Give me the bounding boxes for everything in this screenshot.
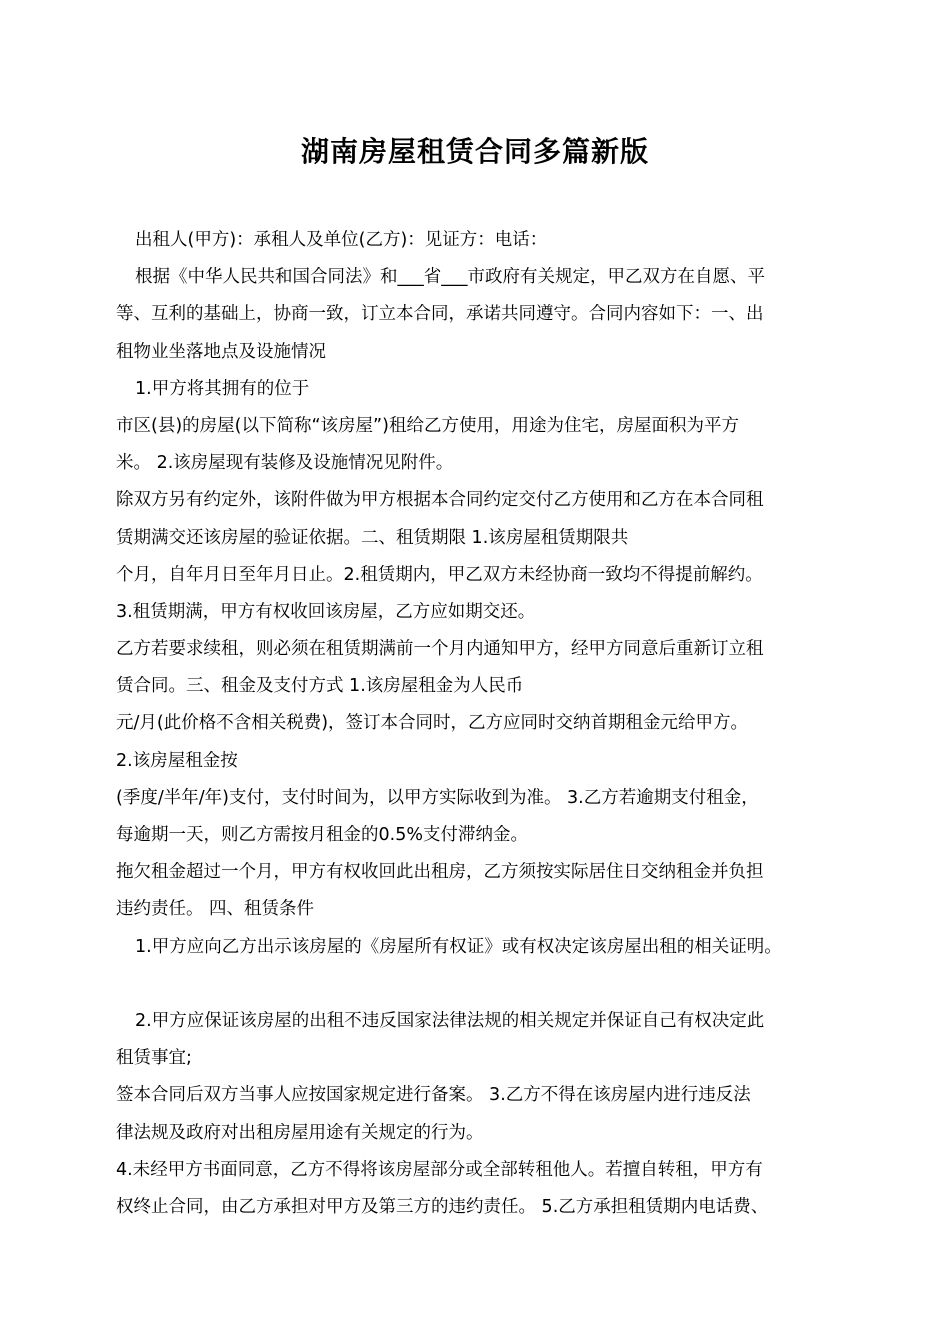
paragraph-line: (季度/半年/年)支付，支付时间为，以甲方实际收到为准。 3.乙方若逾期支付租金， <box>116 787 759 808</box>
document-body <box>116 222 852 1226</box>
paragraph-line: 签本合同后双方当事人应按国家规定进行备案。 3.乙方不得在该房屋内进行违反法 <box>116 1085 751 1106</box>
paragraph-line: 1.甲方应向乙方出示该房屋的《房屋所有权证》或有权决定该房屋出租的相关证明。 <box>135 936 782 957</box>
paragraph-line: 违约责任。 四、租赁条件 <box>116 899 315 920</box>
paragraph-line: 乙方若要求续租，则必须在租赁期满前一个月内通知甲方，经甲方同意后重新订立租 <box>116 639 764 660</box>
paragraph-line: 2.甲方应保证该房屋的出租不违反国家法律法规的相关规定并保证自己有权决定此 <box>135 1010 765 1031</box>
paragraph-line: 米。 2.该房屋现有装修及设施情况见附件。 <box>116 453 454 474</box>
paragraph-line: 拖欠租金超过一个月，甲方有权收回此出租房，乙方须按实际居住日交纳租金并负担 <box>116 862 764 883</box>
paragraph-line: 市区(县)的房屋(以下简称“该房屋”)租给乙方使用，用途为住宅，房屋面积为平方 <box>116 415 739 436</box>
paragraph-line: 除双方另有约定外，该附件做为甲方根据本合同约定交付乙方使用和乙方在本合同租 <box>116 490 764 511</box>
paragraph-line: 元/月(此价格不含相关税费)，签订本合同时，乙方应同时交纳首期租金元给甲方。 <box>116 713 749 734</box>
paragraph-line <box>116 966 852 1003</box>
paragraph-line: 2.该房屋租金按 <box>116 750 238 771</box>
paragraph-line: 赁期满交还该房屋的验证依据。二、租赁期限 1.该房屋租赁期限共 <box>116 527 629 548</box>
paragraph-line: 权终止合同，由乙方承担对甲方及第三方的违约责任。 5.乙方承担租赁期内电话费、 <box>116 1196 769 1217</box>
paragraph-line: 个月，自年月日至年月日止。2.租赁期内，甲乙双方未经协商一致均不得提前解约。 <box>116 564 763 585</box>
paragraph-line: 3.租赁期满，甲方有权收回该房屋，乙方应如期交还。 <box>116 601 536 622</box>
document-title: 湖南房屋租赁合同多篇新版 <box>300 135 649 168</box>
paragraph-line: 每逾期一天，则乙方需按月租金的0.5%支付滞纳金。 <box>116 825 528 845</box>
paragraph-line: 1.甲方将其拥有的位于 <box>135 378 310 399</box>
paragraph-line: 租赁事宜; <box>116 1048 192 1069</box>
paragraph-line: 出租人(甲方)：承租人及单位(乙方)：见证方：电话： <box>135 230 548 250</box>
paragraph-line: 租物业坐落地点及设施情况 <box>116 341 326 362</box>
paragraph-line: 4.未经甲方书面同意，乙方不得将该房屋部分或全部转租他人。若擅自转租，甲方有 <box>116 1159 763 1180</box>
paragraph-line: 等、互利的基础上，协商一致，订立本合同，承诺共同遵守。合同内容如下：一、出 <box>116 304 764 325</box>
paragraph-line: 根据《中华人民共和国合同法》和___省___市政府有关规定，甲乙双方在自愿、平 <box>135 267 765 288</box>
paragraph-line: 赁合同。三、租金及支付方式 1.该房屋租金为人民币 <box>116 676 524 697</box>
paragraph-line: 律法规及政府对出租房屋用途有关规定的行为。 <box>116 1122 484 1143</box>
